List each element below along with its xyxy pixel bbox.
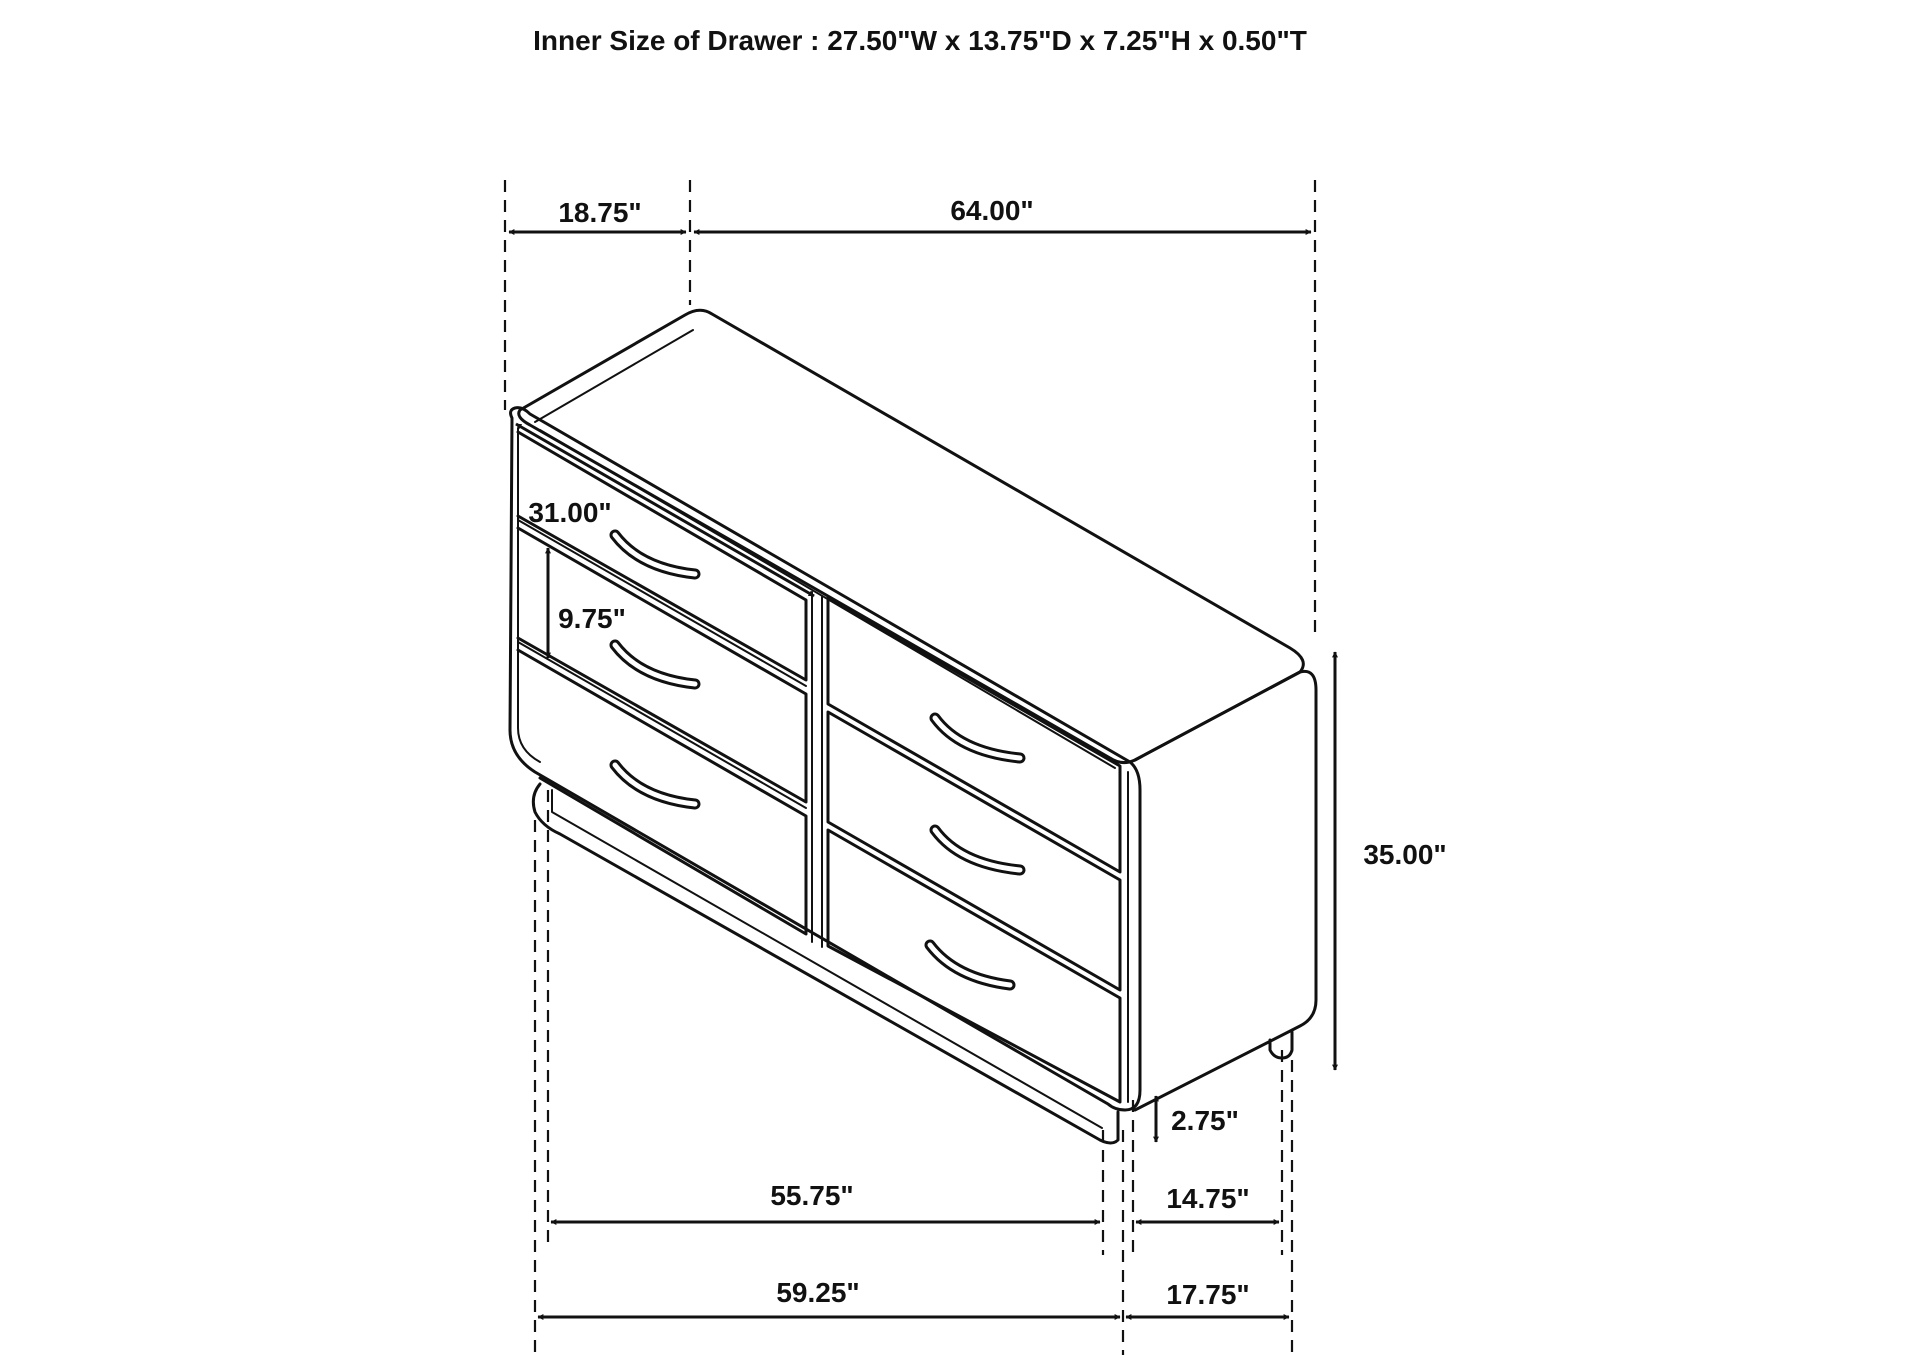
label-drawer-width: 31.00"	[528, 497, 612, 528]
drawer-handles	[615, 535, 1020, 985]
drawer-inner-size-title: Inner Size of Drawer : 27.50"W x 13.75"D x 7.25"H x 0.50"T	[533, 25, 1307, 56]
drawer-right-top	[828, 598, 1120, 872]
label-bottom-depth: 17.75"	[1166, 1279, 1250, 1310]
dresser-base	[533, 784, 1118, 1143]
label-side-depth-top: 18.75"	[558, 197, 642, 228]
label-overall-height: 35.00"	[1363, 839, 1447, 870]
center-divider	[812, 592, 822, 947]
label-bottom-width: 59.25"	[776, 1277, 860, 1308]
drawer-left-top	[518, 432, 806, 680]
dresser-side-panel	[1135, 671, 1316, 1110]
label-overall-width: 64.00"	[950, 195, 1034, 226]
label-base-width: 55.75"	[770, 1180, 854, 1211]
label-base-height: 2.75"	[1171, 1105, 1239, 1136]
label-base-depth: 14.75"	[1166, 1183, 1250, 1214]
extension-lines	[505, 180, 1315, 1355]
label-drawer-height: 9.75"	[558, 603, 626, 634]
drawer-right-middle	[828, 712, 1120, 990]
dresser-top	[519, 310, 1304, 762]
dimension-lines	[509, 232, 1335, 1317]
dresser-drawing	[510, 310, 1316, 1143]
